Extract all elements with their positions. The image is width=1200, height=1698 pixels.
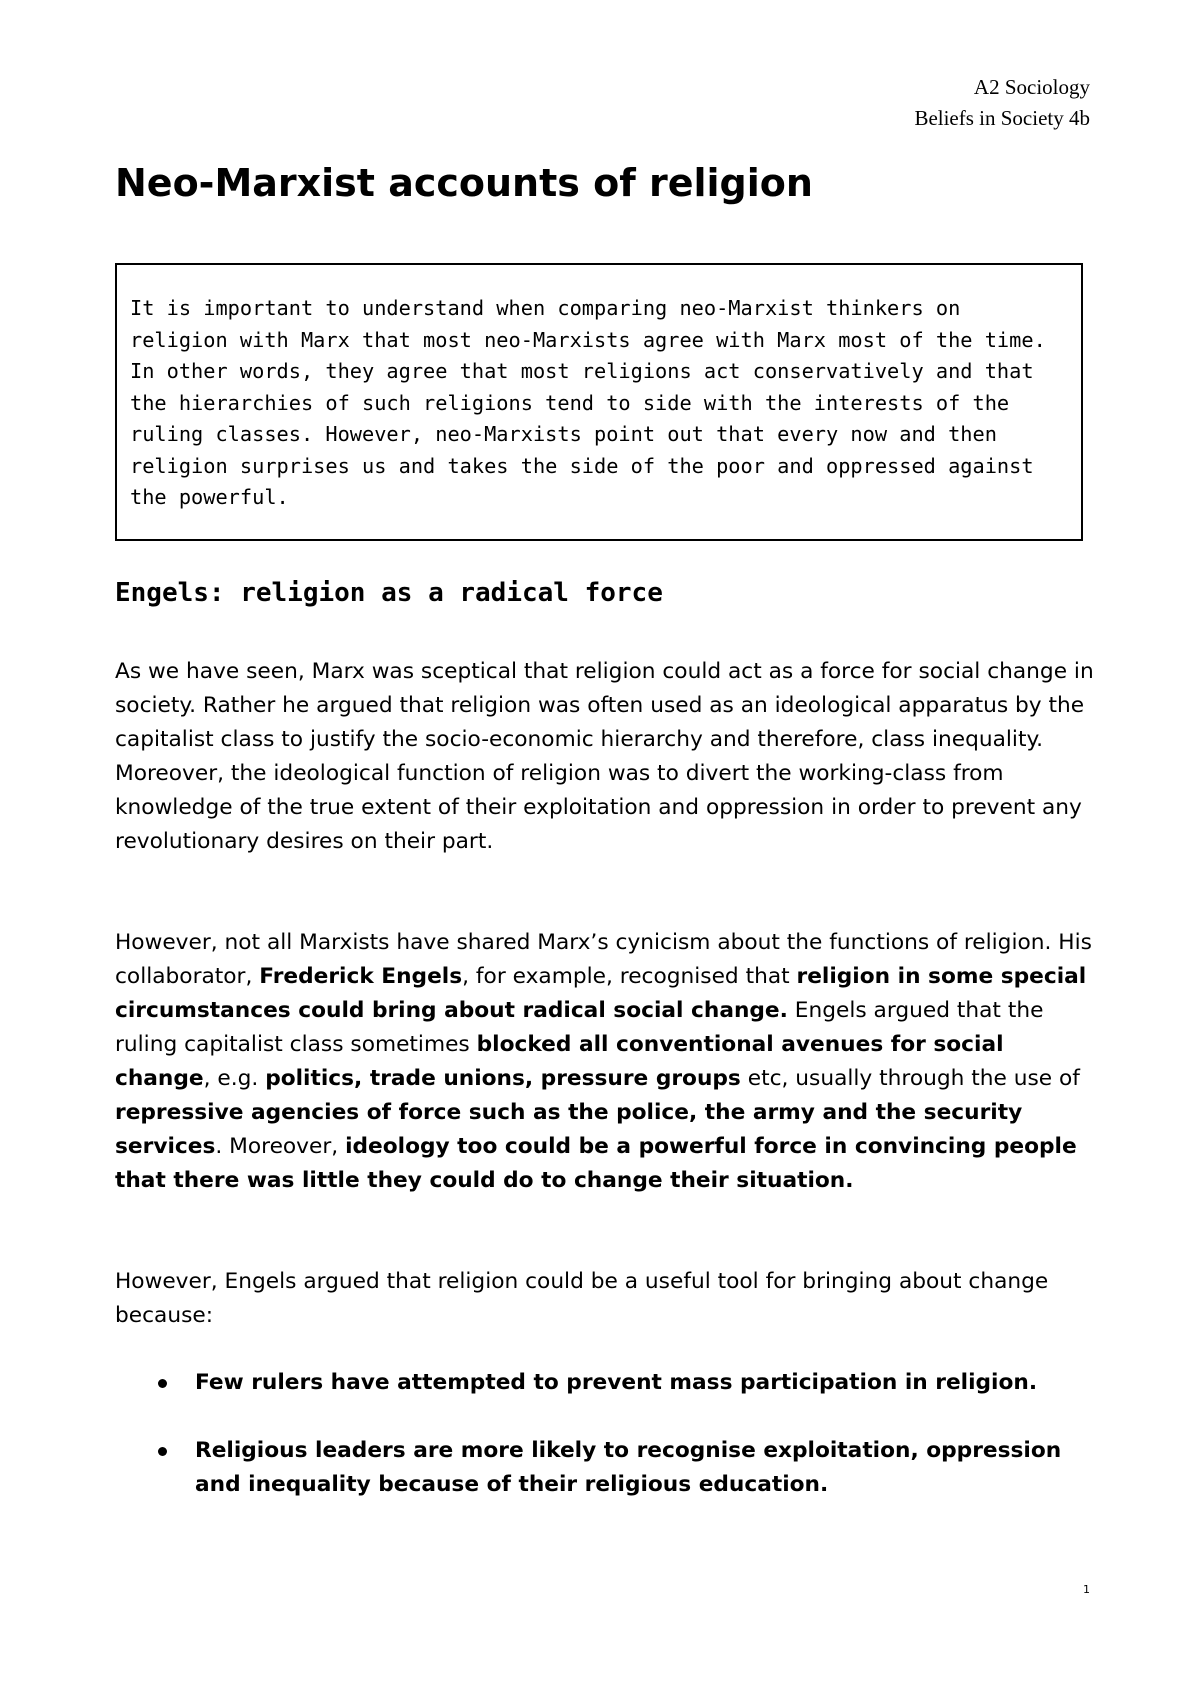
text-run: etc, usually through the use of	[740, 1066, 1080, 1091]
course-header	[914, 72, 1090, 134]
bold-text-run: politics, trade unions, pressure groups	[265, 1066, 741, 1091]
bold-text-run: religion in some special circumstances could bring about radical social change.	[115, 964, 1087, 1023]
text-run: However, not all Marxists have shared Marx’s cynicism about the functions of religion. His collaborator,	[115, 930, 1092, 989]
bold-text-run: blocked all conventional avenues for social change	[115, 1032, 1004, 1091]
bold-text-run: repressive agencies of force such as the police, the army and the security services	[115, 1100, 1023, 1159]
bullet-list	[115, 1366, 1100, 1536]
page-number: 1	[1083, 1583, 1090, 1596]
text-run: Engels argued that the ruling capitalist class sometimes	[115, 998, 1044, 1057]
bullet-icon	[158, 1447, 167, 1456]
bold-text-run: Frederick Engels	[259, 964, 463, 989]
list-item-text: Few rulers have attempted to prevent mass participation in religion.	[195, 1370, 1038, 1395]
bold-text-run: ideology too could be a powerful force in convincing people that there was little they could do to change their situation.	[115, 1134, 1077, 1193]
text-run: , for example, recognised that	[462, 964, 797, 989]
text-run: . Moreover,	[215, 1134, 346, 1159]
list-item-text: Religious leaders are more likely to recognise exploitation, oppression and inequality because of their religious education.	[195, 1438, 1062, 1497]
text-run: , e.g.	[203, 1066, 266, 1091]
paragraph-marx-scepticism: As we have seen, Marx was sceptical that religion could act as a force for social change in society. Rather he argued that religion was often used as an ideological apparatus by the capitalist class to justify the socio-economic hierarchy and therefore, class inequality. Moreover, the ideological function of religion was to divert the working-class from knowledge of the true extent of their exploitation and oppression in order to prevent any revolutionary desires on their part.	[115, 659, 1094, 854]
list-item	[115, 1434, 1100, 1502]
list-item	[115, 1366, 1100, 1400]
section-heading: Engels: religion as a radical force	[115, 578, 663, 608]
course-header-line1: A2 Sociology	[973, 75, 1090, 99]
bullet-icon	[158, 1379, 167, 1388]
intro-text: It is important to understand when comparing neo-Marxist thinkers on religion with Marx that most neo-Marxists agree with Marx most of the time. In other words, they agree that most religions act conservatively and that the hierarchies of such religions tend to side with the interests of the ruling classes. However, neo-Marxists point out that every now and then religion surprises us and takes the side of the poor and oppressed against the powerful.	[130, 296, 1046, 509]
paragraph-engels	[115, 926, 1100, 1198]
paragraph-useful-tool: However, Engels argued that religion could be a useful tool for bringing about change because:	[115, 1269, 1049, 1328]
course-header-line2: Beliefs in Society 4b	[914, 106, 1090, 130]
page-title: Neo-Marxist accounts of religion	[115, 161, 813, 205]
intro-box	[115, 263, 1083, 541]
